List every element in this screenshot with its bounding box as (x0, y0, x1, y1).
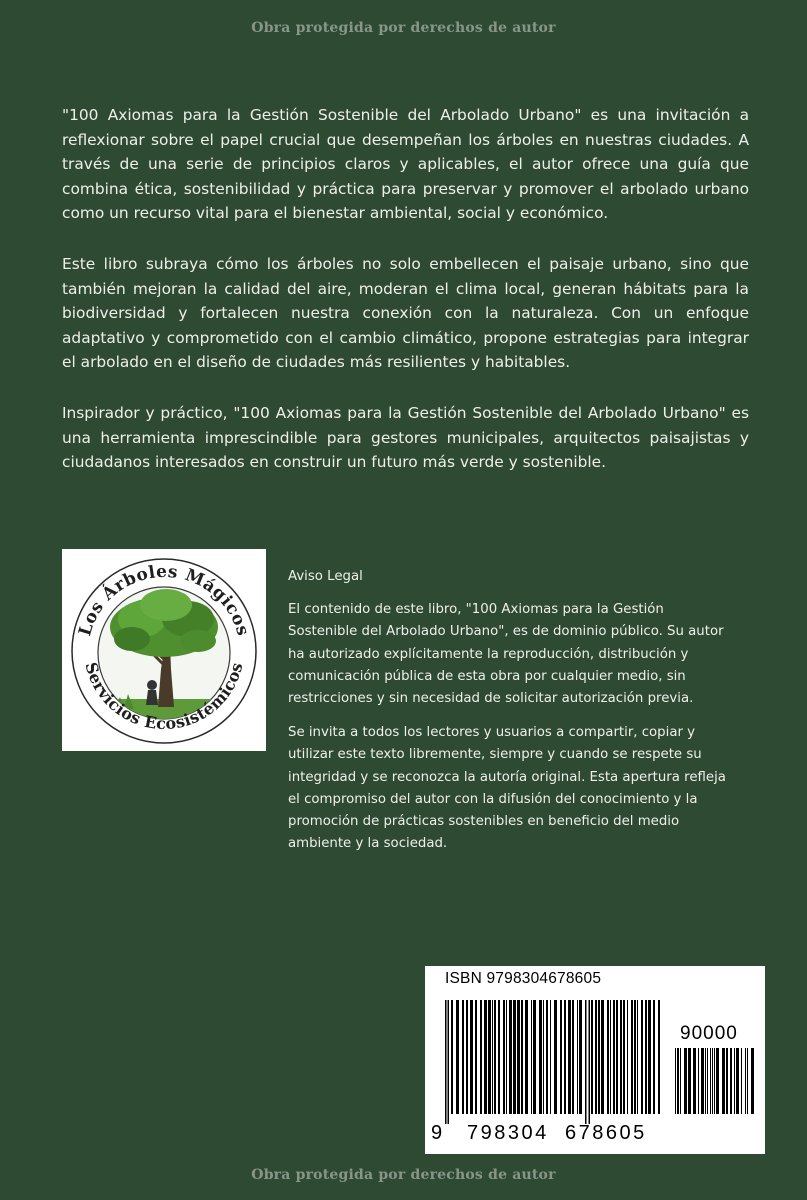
barcode-bar (722, 1048, 725, 1114)
barcode-bar (506, 1000, 507, 1114)
barcode-bar (488, 1000, 491, 1114)
barcode-bar (492, 1000, 493, 1114)
price-code: 90000 (680, 1023, 738, 1044)
barcode-bar (531, 1000, 532, 1114)
barcode-bar (554, 1000, 557, 1114)
barcode-bar (560, 1000, 562, 1114)
barcode-bar (601, 1000, 604, 1114)
barcode-bar (589, 1000, 591, 1124)
barcode-bar (701, 1048, 704, 1114)
barcode-bar (627, 1000, 628, 1114)
legal-paragraph-2: Se invita a todos los lectores y usuarios a compartir, copiar y utilizar este texto libremente, siempre y cuando se respete su integridad y se reconozca la autoría original. Esta apertura refleja el compromiso del autor con la difusión del conocimiento y la promoción de prácticas sostenibles en beneficio del medio ambiente y la sociedad. (288, 725, 726, 852)
barcode-bar (572, 1000, 574, 1114)
blurb-paragraph-3: Inspirador y práctico, "100 Axiomas para la Gestión Sostenible del Arbolado Urbano" es una herramienta imprescindible para gestores municipales, arquitectos paisajistas y ciudadanos interesados en construir un futuro más verde y sostenible. (62, 403, 749, 472)
barcode-bar (595, 1000, 597, 1114)
barcode-bar (736, 1048, 739, 1114)
barcode-bar (680, 1048, 681, 1114)
barcode-bar (607, 1000, 609, 1114)
barcode-bar (546, 1000, 548, 1114)
barcode-bar (726, 1048, 728, 1114)
barcode-bar (634, 1000, 636, 1114)
barcode-bar (747, 1048, 748, 1114)
barcode-bar (517, 1000, 520, 1114)
barcode-bar (543, 1000, 544, 1114)
barcode-bar (521, 1000, 523, 1114)
barcode-digit-first: 9 (431, 1122, 443, 1144)
barcode-bar (484, 1000, 487, 1114)
barcode-bar (525, 1000, 528, 1114)
blurb-paragraph-2: Este libro subraya cómo los árboles no solo embellecen el paisaje urbano, sino que también mejoran la calidad del aire, moderan el clima local, generan hábitats para la biodiversidad y fortalecen nuestra conexión con la naturaleza. Con un enfoque adaptativo y comprometido con el cambio climático, propone estrategias para integrar el arbolado en el diseño de ciudades más resilientes y habitables. (62, 254, 749, 372)
barcode-bar (658, 1000, 660, 1114)
legal-paragraph-1: El contenido de este libro, "100 Axiomas para la Gestión Sostenible del Arbolado Urbano", es de dominio público. Su autor ha autorizado explícitamente la reproducción, distribución y comunicación pública de esta obra por cualquier medio, sin restricciones y sin necesidad de solicitar autorización previa. (288, 602, 724, 707)
barcode-bar (451, 1000, 453, 1114)
barcode-bar (677, 1048, 679, 1114)
isbn-barcode (425, 966, 765, 1154)
barcode-bar (641, 1000, 643, 1114)
barcode-bar (734, 1048, 735, 1114)
barcode-bar (751, 1048, 754, 1114)
barcode-bar (710, 1048, 711, 1114)
barcode-bar (509, 1000, 512, 1114)
isbn-label: ISBN 9798304678605 (445, 970, 602, 987)
barcode-bar (513, 1000, 516, 1114)
barcode-bar (564, 1000, 566, 1114)
barcode-bar (613, 1000, 615, 1114)
back-cover-blurb (62, 103, 749, 501)
barcode-bar (698, 1048, 699, 1114)
barcode-bar (716, 1048, 719, 1114)
logo-top-text: Los Árboles Mágicos (75, 561, 253, 639)
barcode-bars (445, 1000, 661, 1124)
barcode-bar (620, 1000, 622, 1114)
barcode-digit-group-2: 678605 (565, 1122, 647, 1144)
legal-title: Aviso Legal (288, 569, 363, 584)
barcode-bar (684, 1048, 687, 1114)
barcode-bar (693, 1048, 696, 1114)
publisher-logo (62, 549, 266, 751)
barcode-bar (707, 1048, 708, 1114)
barcode-bar (675, 1048, 676, 1114)
barcode-bar (610, 1000, 611, 1114)
watermark-top: Obra protegida por derechos de autor (251, 20, 556, 36)
barcode-bar (498, 1000, 500, 1114)
barcode-bar (591, 1000, 593, 1114)
barcode-bar (623, 1000, 625, 1114)
barcode-bar (688, 1048, 691, 1114)
barcode-bar (653, 1000, 655, 1114)
barcode-digit-group-1: 798304 (467, 1122, 549, 1144)
barcode-bar (470, 1000, 473, 1114)
blurb-paragraph-1: "100 Axiomas para la Gestión Sostenible del Arbolado Urbano" es una invitación a reflexionar sobre el papel crucial que desempeñan los árboles en nuestras ciudades. A través de una serie de principios claros y aplicables, el autor ofrece una guía que combina ética, sostenibilidad y práctica para preservar y promover el arbolado urbano como un recurso vital para el bienestar ambiental, social y económico. (62, 106, 749, 223)
barcode-bar (714, 1048, 715, 1114)
barcode-bar (585, 1000, 587, 1124)
barcode-bar (631, 1000, 633, 1114)
barcode-bar (550, 1000, 551, 1114)
tree-logo-icon (62, 549, 266, 751)
logo-bottom-text: Servicios Ecosistémicos (81, 660, 247, 734)
barcode-addon-bars (675, 1048, 757, 1124)
barcode-bar (579, 1000, 582, 1114)
barcode-bar (456, 1000, 459, 1114)
barcode-bar (705, 1048, 706, 1114)
barcode-bar (539, 1000, 542, 1114)
barcode-bar (730, 1048, 732, 1114)
barcode-bar (480, 1000, 482, 1114)
barcode-bar (475, 1000, 477, 1114)
barcode-bar (745, 1048, 746, 1114)
barcode-bar (494, 1000, 496, 1114)
barcode-bar (462, 1000, 464, 1114)
legal-notice (288, 566, 728, 867)
barcode-bar (533, 1000, 536, 1114)
barcode-bar (712, 1048, 713, 1114)
barcode-bar (448, 1000, 450, 1124)
barcode-bar (577, 1000, 578, 1114)
barcode-bar (466, 1000, 468, 1114)
barcode-bar (645, 1000, 647, 1114)
barcode-bar (637, 1000, 638, 1114)
barcode-bar (445, 1000, 447, 1124)
barcode-bar (741, 1048, 742, 1114)
barcode-bar (616, 1000, 618, 1114)
barcode-bar (648, 1000, 651, 1114)
barcode-bar (568, 1000, 571, 1114)
barcode-bar (598, 1000, 600, 1114)
barcode-bar (503, 1000, 505, 1114)
watermark-bottom: Obra protegida por derechos de autor (251, 1167, 556, 1183)
